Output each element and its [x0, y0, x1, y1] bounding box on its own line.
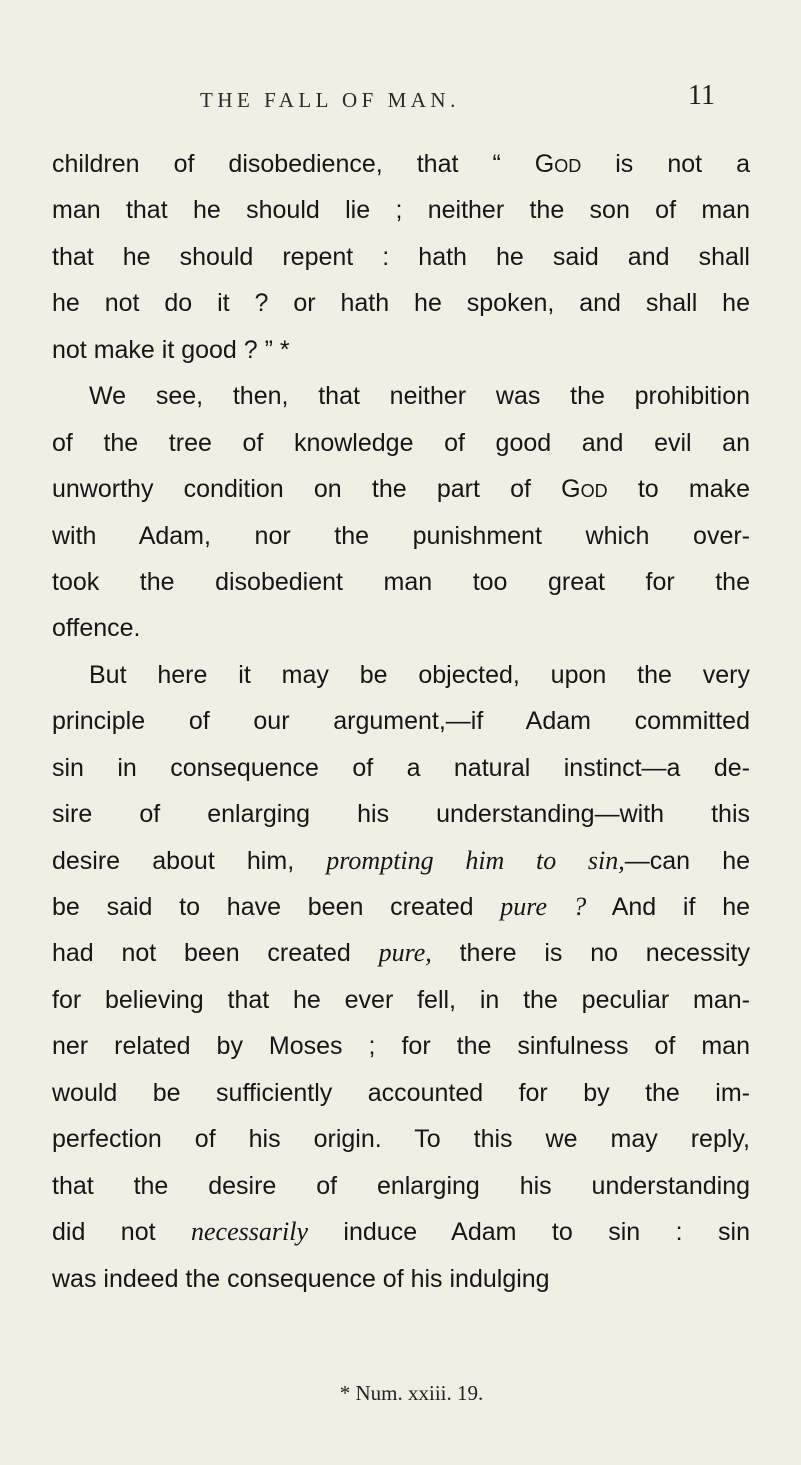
line-text: And if he	[586, 893, 750, 921]
text-line	[52, 1256, 750, 1302]
line-text: be said to have been created	[52, 893, 501, 921]
line-text: not make it good ? ” *	[52, 335, 290, 364]
text-line	[52, 745, 750, 791]
line-text: induce Adam to sin : sin	[307, 1218, 750, 1247]
line-text: is not a	[581, 150, 750, 178]
italic-text: pure ?	[500, 892, 587, 921]
text-line	[52, 884, 750, 930]
text-line	[52, 930, 750, 976]
text-line	[52, 141, 750, 187]
line-text: offence.	[52, 614, 141, 643]
line-text: But here it may be objected, upon the very	[89, 660, 750, 689]
line-text: unworthy condition on the part of	[52, 475, 562, 504]
text-line	[52, 1116, 750, 1162]
text-line	[52, 698, 750, 744]
text-line	[52, 605, 750, 651]
text-line	[52, 327, 750, 373]
line-text: of the tree of knowledge of good and evil an	[52, 428, 750, 457]
text-line	[52, 1209, 750, 1255]
body-text	[52, 141, 750, 1302]
text-line	[52, 420, 750, 466]
line-text: did not	[52, 1218, 192, 1247]
text-line	[52, 977, 750, 1023]
text-line	[52, 791, 750, 837]
text-line	[52, 1163, 750, 1209]
text-line	[52, 234, 750, 280]
line-text: would be sufficiently accounted for by the im-	[52, 1078, 750, 1107]
line-text: to make	[607, 475, 750, 504]
italic-text: pure,	[378, 938, 432, 968]
text-line	[52, 187, 750, 233]
line-text: children of disobedience, that “	[52, 150, 535, 178]
text-line	[52, 559, 750, 605]
italic-text: prompting him to sin,	[326, 845, 625, 875]
text-line	[52, 838, 750, 884]
small-caps-text: God	[534, 150, 582, 178]
page-header	[200, 80, 715, 124]
line-text: for believing that he ever fell, in the peculiar man-	[52, 985, 750, 1014]
line-text: with Adam, nor the punishment which over-	[52, 521, 750, 550]
line-text: there is no necessity	[431, 939, 751, 968]
line-text: that he should repent : hath he said and shall	[52, 242, 750, 271]
italic-text: necessarily	[191, 1217, 308, 1247]
line-text: desire about him,	[52, 846, 327, 875]
line-text: We see, then, that neither was the prohibition	[89, 382, 750, 411]
line-text: —can he	[624, 846, 751, 875]
line-text: man that he should lie ; neither the son of man	[52, 196, 750, 225]
line-text: took the disobedient man too great for the	[52, 567, 750, 596]
text-line	[52, 280, 750, 326]
text-line	[52, 373, 750, 419]
line-text: sin in consequence of a natural instinct—a de-	[52, 753, 750, 782]
footnote: * Num. xxiii. 19.	[339, 1381, 484, 1405]
line-text: principle of our argument,—if Adam committed	[52, 707, 750, 736]
line-text: had not been created	[52, 939, 379, 968]
text-line	[52, 1070, 750, 1116]
line-text: was indeed the consequence of his indulging	[52, 1264, 550, 1293]
line-text: he not do it ? or hath he spoken, and shall he	[52, 289, 750, 318]
line-text: ner related by Moses ; for the sinfulness of man	[52, 1032, 750, 1061]
running-title: THE FALL OF MAN.	[200, 88, 460, 112]
text-line	[52, 652, 750, 698]
page-number: 11	[688, 80, 715, 111]
text-line	[52, 1023, 750, 1069]
line-text: that the desire of enlarging his understanding	[52, 1171, 750, 1200]
text-line	[52, 466, 750, 512]
line-text: sire of enlarging his understanding—with this	[52, 800, 750, 829]
line-text: perfection of his origin. To this we may reply,	[52, 1125, 750, 1154]
small-caps-text: God	[561, 475, 608, 504]
text-line	[52, 513, 750, 559]
